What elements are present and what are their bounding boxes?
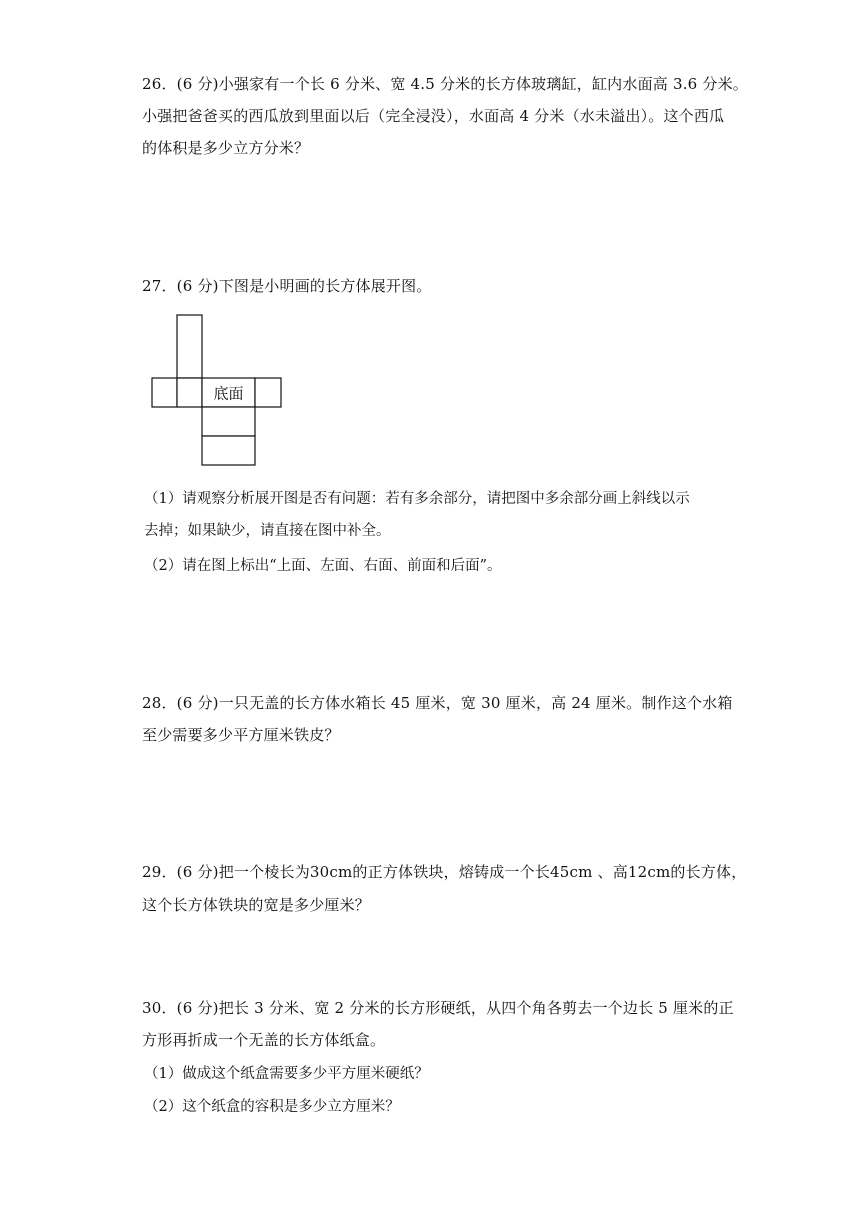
net-face-front [202,407,255,436]
q28-line-2: 至少需要多少平方厘米铁皮？ [142,726,340,744]
q30-line-2: 方形再折成一个无盖的长方体纸盒。 [142,1031,386,1049]
q30-sub1: （1）做成这个纸盒需要多少平方厘米硬纸？ [144,1066,429,1082]
q29-line-2: 这个长方体铁块的宽是多少厘米？ [142,896,371,914]
q26-line-1: 26．(6 分)小强家有一个长 6 分米、宽 4.5 分米的长方体玻璃缸，缸内水面高 3.6 分米。 [142,75,748,93]
net-face-top-extra [177,315,202,378]
net-face-left-inner [177,378,202,407]
q27-line-1: 27．(6 分)下图是小明画的长方体展开图。 [142,277,432,295]
q26-line-2: 小强把爸爸买的西瓜放到里面以后（完全浸没），水面高 4 分米（水未溢出）。这个西瓜 [142,107,725,125]
net-face-right [255,378,281,407]
q29-line-1: 29．(6 分)把一个棱长为30cm的正方体铁块，熔铸成一个长45cm 、高12cm的长方体， [142,863,747,881]
net-face-extra-bottom [202,436,255,465]
q26-line-3: 的体积是多少立方分米？ [142,139,310,157]
q30-sub2: （2）这个纸盒的容积是多少立方厘米？ [144,1099,400,1115]
q30-line-1: 30．(6 分)把长 3 分米、宽 2 分米的长方形硬纸，从四个角各剪去一个边长 5 厘米的正 [142,999,734,1017]
q27-sub1-line-1: （1）请观察分析展开图是否有问题：若有多余部分，请把图中多余部分画上斜线以示 [144,491,690,507]
net-label-bottom: 底面 [213,384,244,403]
q27-sub2: （2）请在图上标出“上面、左面、右面、前面和后面”。 [144,558,502,574]
q28-line-1: 28．(6 分)一只无盖的长方体水箱长 45 厘米，宽 30 厘米，高 24 厘米。制作这个水箱 [142,694,733,712]
cuboid-net-diagram [150,314,284,470]
net-face-left [152,378,177,407]
q27-sub1-line-2: 去掉；如果缺少，请直接在图中补全。 [144,523,391,539]
